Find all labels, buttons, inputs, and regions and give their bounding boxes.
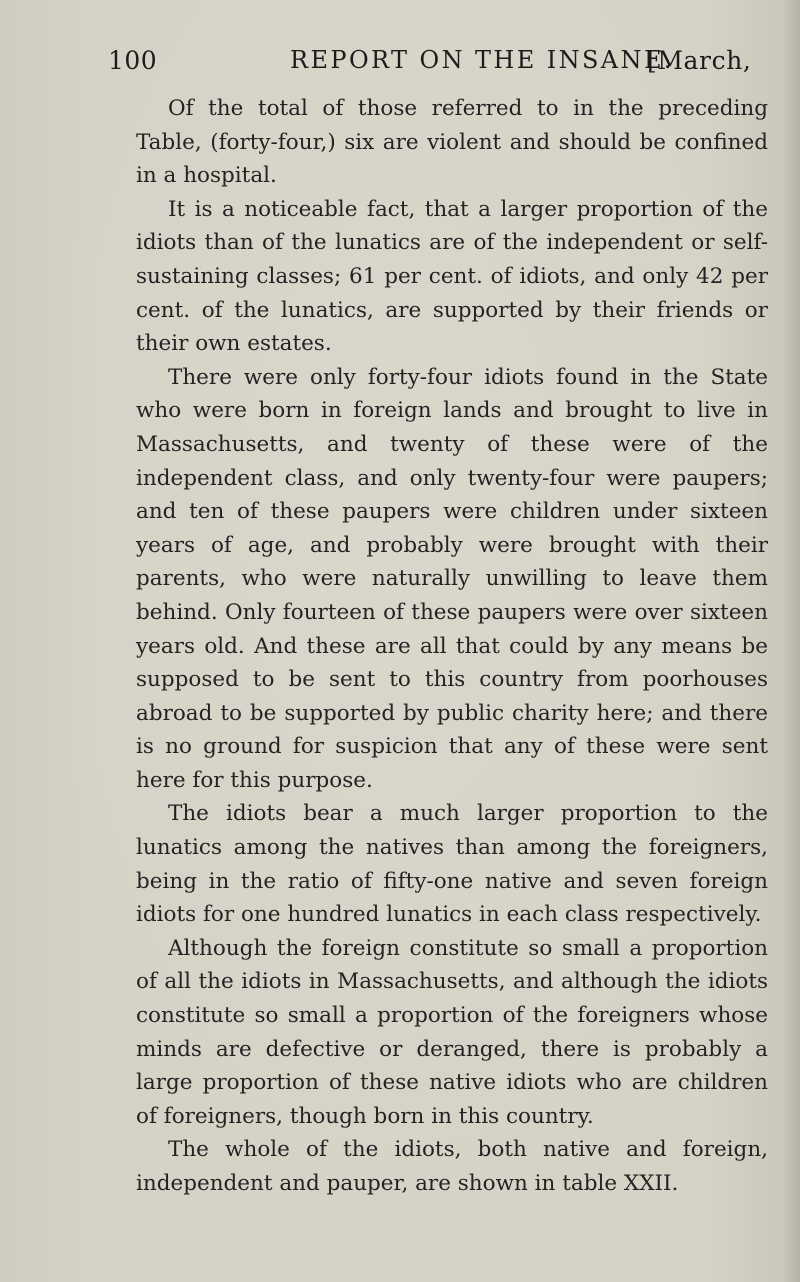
paragraph: Although the foreign constitute so small a proportion of all the idiots in Massachusetts, and although the idiots constitute so small a proportion of the foreigners whose minds are defective or deranged, there is probably a large proportion of these native idiots who are children of foreigners, though born in this country. — [136, 935, 768, 1129]
body-text — [136, 92, 768, 1201]
paragraph: It is a noticeable fact, that a larger proportion of the idiots than of the lunatics are of the independent or self-sustaining classes; 61 per cent. of idiots, and only 42 per cent. of the lunatics, are supported by their friends or their own estates. — [136, 196, 768, 357]
running-title: REPORT ON THE INSANE. — [290, 46, 674, 74]
running-head — [108, 46, 768, 86]
paragraph: There were only forty-four idiots found in the State who were born in foreign lands and brought to live in Massachusetts, and twenty of these were of the independent class, and only twenty-four were paupers; and ten of these paupers were children under sixteen years of age, and probably were brought with their parents, who were naturally unwilling to leave them behind. Only fourteen of these paupers were over sixteen years old. And these are all that could by any means be supposed to be sent to this country from poorhouses abroad to be supported by public charity here; and there is no ground for suspicion that any of these were sent here for this purpose. — [136, 364, 768, 793]
page-number: 100 — [108, 46, 158, 75]
paragraph: The idiots bear a much larger proportion to the lunatics among the natives than among the foreigners, being in the ratio of fifty-one native and seven foreign idiots for one hundred lunatics in each class respectively. — [136, 801, 768, 928]
paragraph: The whole of the idiots, both native and foreign, independent and pauper, are shown in table XXII. — [136, 1137, 768, 1196]
paragraph: Of the total of those referred to in the preceding Table, (forty-four,) six are violent and should be confined in a hospital. — [136, 96, 768, 189]
running-date: [March, — [647, 46, 752, 75]
